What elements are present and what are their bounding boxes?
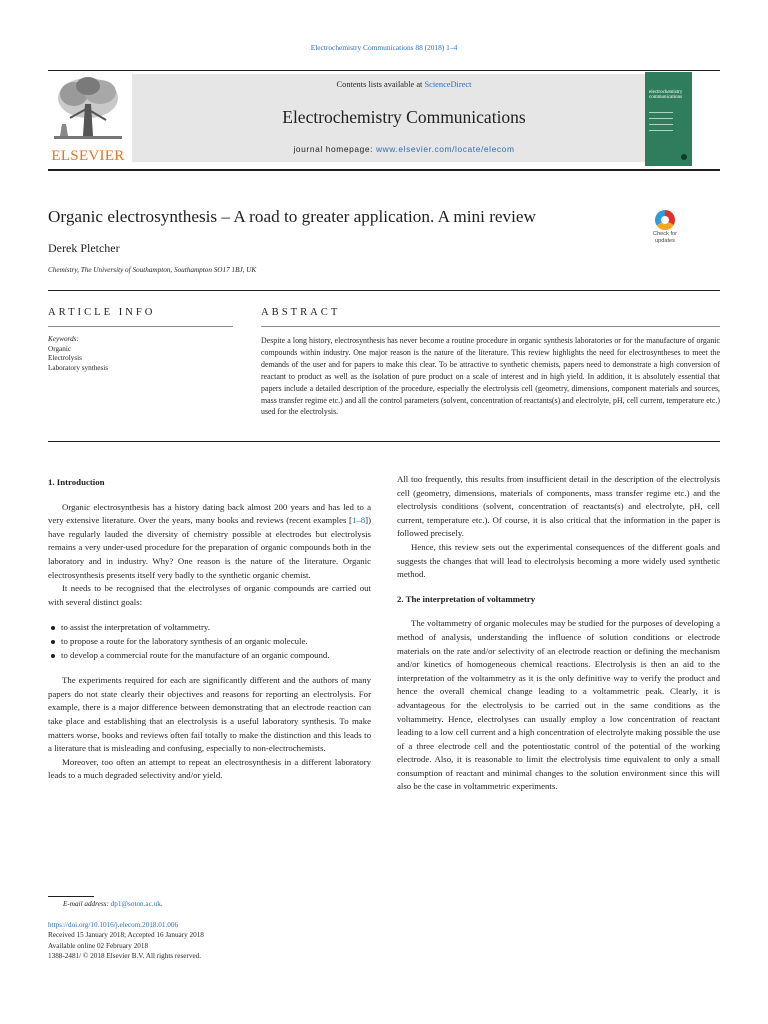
email-footnote (63, 900, 163, 908)
masthead-top-rule (48, 70, 720, 71)
masthead (48, 70, 720, 170)
intro-paragraph-1 (48, 501, 371, 583)
elsevier-wordmark[interactable]: ELSEVIER (51, 148, 125, 164)
intro-paragraph-4: Moreover, too often an attempt to repeat an electrosynthesis in a different laboratory leads to a much degraded selectivity and/or yield. (48, 756, 371, 781)
intro-p1-text-a: Organic electrosynthesis has a history dating back almost 200 years and has led to a very extensive literature. Over the years, many books and reviews (recent examples [ (48, 501, 371, 526)
cover-brand-text: electrochemistry communications (649, 90, 683, 100)
right-column (397, 473, 720, 794)
tree-logo-svg (48, 74, 128, 148)
masthead-bottom-rule (48, 169, 720, 171)
keyword-item: Organic (48, 344, 72, 353)
journal-cover-thumbnail[interactable] (645, 72, 692, 166)
email-label: E-mail address: (63, 900, 111, 908)
intro-p1-text-b: ]) have regularly lauded the diversity of chemistry possible at electrodes but electrolysis remains a very under-used procedure for the preparation of organic compounds both in the laboratory and in industry. Why? One reason is the nature of the literature. Organic electrosynthesis presents itself very badly to the synthetic organic chemist. (48, 515, 371, 580)
article-info-rule (48, 326, 233, 327)
goal-item: to propose a route for the laboratory synthesis of an organic molecule. (48, 635, 371, 649)
keyword-item: Electrolysis (48, 354, 82, 363)
homepage-line (132, 144, 676, 154)
cover-lines (649, 112, 673, 136)
intro-paragraph-3: The experiments required for each are significantly different and the authors of many papers do not state clearly their objectives and reasons for reporting an electrolysis. For example, there is a major difference between demonstrating that an electrode reaction can take place and establishing that an electrolysis is a useful laboratory synthesis. To make matters worse, books and reviews often fail totally to make the distinction and this leads to a literature that is misleading and confusing, especially to non-electrochemists. (48, 675, 371, 754)
sciencedirect-link[interactable]: ScienceDirect (424, 80, 472, 89)
cover-dot-icon (681, 154, 687, 160)
citation-link-1-8[interactable]: 1–8 (351, 515, 366, 526)
keywords-label: Keywords: (48, 335, 79, 343)
info-bottom-rule (48, 441, 720, 442)
author-affiliation: Chemistry, The University of Southampton, Southampton SO17 1BJ, UK (48, 266, 257, 274)
journal-title: Electrochemistry Communications (282, 107, 526, 127)
goals-list (48, 621, 371, 662)
publication-info (48, 920, 368, 961)
doi-link[interactable]: https://doi.org/10.1016/j.elecom.2018.01.006 (48, 921, 179, 929)
email-link[interactable]: dp1@soton.ac.uk (110, 900, 161, 908)
intro-paragraph-2: It needs to be recognised that the electrolyses of organic compounds are carried out with several distinct goals: (48, 583, 371, 607)
info-top-rule (48, 290, 720, 291)
keyword-item: Laboratory synthesis (48, 363, 109, 372)
section-2-heading: 2. The interpretation of voltammetry (397, 593, 536, 604)
abstract-rule (261, 326, 720, 327)
intro-paragraph-5: All too frequently, this results from insufficient detail in the description of the electrolysis cell (geometry, dimensions, materials of components, mass transfer regime etc.) and the electrolysis conditions (solvent, concentration of reactants(s) and electrolyte, pH, cell current, temperature etc.). Of course, it is also critical that the information in the paper is followed precisely. (397, 474, 720, 539)
online-date: Available online 02 February 2018 (48, 941, 149, 950)
abstract-text: Despite a long history, electrosynthesis has never become a routine procedure in organic synthesis laboratories or for the manufacture of organic compounds within industry. One major reason is the nature of the literature. This review highlights the need for electrosyntheses to meet the demands of the user and for papers to make this clear. To be attractive to synthetic chemists, papers need to demonstrate a high conversion of reactant to product as well as the isolation of pure product on a scale of interest and in high yield. In addition, it is absolutely essential that papers include a detailed description of the procedure, especially the electrolysis cell (geometry, dimensions, component materials and sources, mass transfer regime etc.) and all the control parameters (solvent, concentration of reactants(s) and electrolyte, pH, cell current, temperature etc.) used for the electrolysis. (261, 336, 720, 417)
email-tail: . (160, 900, 163, 908)
contents-line (132, 80, 676, 89)
contents-prefix: Contents lists available at (336, 80, 425, 89)
left-column (48, 476, 371, 783)
goal-item: to assist the interpretation of voltammetry. (48, 621, 371, 635)
section-1-heading: 1. Introduction (48, 477, 105, 487)
journal-reference[interactable]: Electrochemistry Communications 88 (2018) 1–4 (310, 43, 458, 52)
received-dates: Received 15 January 2018; Accepted 16 January 2018 (48, 931, 204, 940)
voltammetry-paragraph: The voltammetry of organic molecules may be studied for the purposes of developing a method of analysis, understanding the influence of solution conditions or electrode materials on the rate and/or selectivity of an electrode reaction or defining the mechanism and/or kinetics of homogeneous chemical reactions. Electrolysis is then an aid to the interpretation of the voltammetry as it is the only definitive way to verify the product and hence the overall chemical change leading to a voltammetric peak. Clearly, it is advantageous for the electrolysis to be carried out in the same conditions as the voltammetry. Hence, electrolyses can usually employ a low concentration of reactant leading to a low cell current and a high concentration of electrolyte making possible the use of a three electrode cell and the potentiostatic control of the potential of the working electrode. Also, it is reasonable to limit the electrolysis time equivalent to only a small consumption of reactant and minimal changes to the solution environment since this will also be the case in voltammetric experiments. (397, 618, 720, 792)
check-for-updates-badge[interactable] (645, 210, 685, 252)
check-updates-line-1: Check for (653, 231, 677, 237)
intro-paragraph-6: Hence, this review sets out the experimental consequences of the different goals and suggests the changes that will lead to electrolysis becoming a more widely used synthetic method. (397, 541, 720, 580)
homepage-label: journal homepage: (293, 144, 376, 154)
homepage-link[interactable]: www.elsevier.com/locate/elecom (375, 144, 515, 154)
article-info-heading: ARTICLE INFO (48, 307, 156, 318)
check-updates-line-2: updates (655, 238, 675, 244)
article-title: Organic electrosynthesis – A road to greater application. A mini review (48, 207, 536, 226)
copyright-line: 1388-2481/ © 2018 Elsevier B.V. All rights reserved. (48, 951, 202, 960)
abstract-heading: ABSTRACT (261, 307, 341, 318)
keywords-block (48, 335, 228, 373)
author-name: Derek Pletcher (48, 241, 120, 255)
masthead-band (132, 74, 676, 162)
goal-item: to develop a commercial route for the manufacture of an organic compound. (48, 649, 371, 663)
footnote-rule (48, 896, 94, 897)
check-updates-icon (655, 210, 675, 230)
